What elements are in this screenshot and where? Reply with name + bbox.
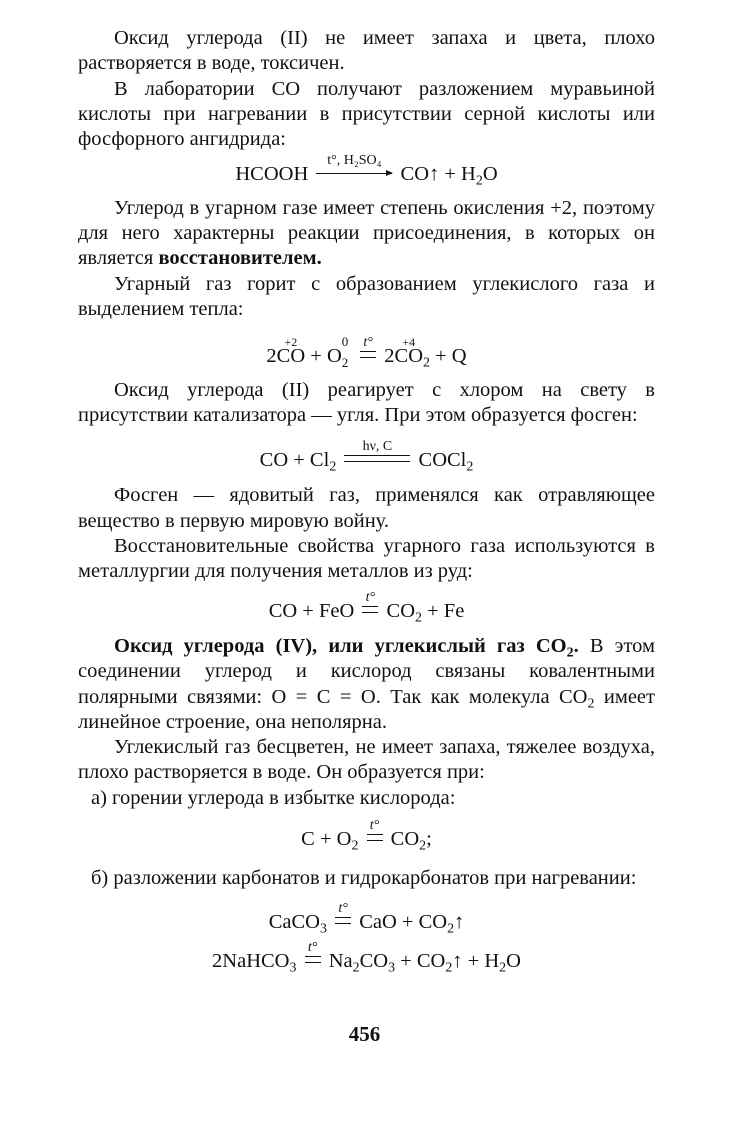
eq4-condition: t° [365,589,376,605]
equation-calcium-carbonate: CaCO$_3$ t° CaO + $CO_2↑$ [268,900,465,937]
term-reducer: восстановителем. [158,247,322,270]
page-body [78,26,655,974]
list-item-b: б) разложении карбонатов и гидрокарбонатов при нагревании: [91,867,637,890]
equation-formic-acid-decomposition [78,153,655,189]
eq1-condition: t°, H₂SO₄ [327,153,382,169]
eq1-arrow [316,153,392,187]
paragraph-co2-properties: Углекислый газ бесцветен, не имеет запаха, тяжелее воздуха, плохо растворяется в воде. Он образуется при: [78,736,655,784]
eq2-o2-zero: 0 2 [341,334,349,371]
eq1-left: HCOOH [235,163,309,186]
eq2-condition: t° [363,335,373,351]
eq2-equals [360,335,376,369]
paragraph-co-properties: Оксид углерода (II) не имеет запаха и цвета, плохо растворяется в воде, токсичен. [78,27,655,75]
equation-sodium-bicarbonate: 2NaHCO$_3$ t° $Na_2CO_3$ + $CO_2↑ + H_2O$ [212,939,521,976]
paragraph-co-chlorine: Оксид углерода (II) реагирует с хлором на свету в присутствии катализатора — угля. При этом образуется фосген: [78,378,655,426]
eq2-co2-oxidation: +4 CO [394,335,423,368]
equation-phosgene: CO + $Cl_2$ hν, C COCl$_2$ [259,439,474,475]
eq7-condition: t° [307,939,318,955]
eq3-condition: hν, C [362,439,393,455]
eq4-equals [362,589,378,624]
paragraph-co-combustion: Угарный газ горит с образованием углекислого газа и выделением тепла: [78,272,655,320]
heading-co2: Оксид углерода (IV), или углекислый газ $CO_2$. [114,634,579,661]
paragraph-co-laboratory: В лаборатории CO получают разложением муравьиной кислоты при нагревании в присутствии серной кислоты или фосфорного ангидрида: [78,77,655,151]
eq5-equals [367,818,383,852]
paragraph-metallurgy: Восстановительные свойства угарного газа используются в металлургии для получения металлов из руд: [78,535,655,583]
eq6-condition: t° [338,900,348,916]
equation-iron-reduction: CO + FeO t° $CO_2 + Fe$ [268,589,465,626]
eq5-condition: t° [369,818,380,834]
list-item-a: а) горении углерода в избытке кислорода: [91,786,456,809]
eq6-equals [335,900,351,935]
eq2-co-oxidation: +2 CO [276,335,306,368]
eq1-right: CO↑ + $H_2O$ [400,163,498,189]
equation-co-combustion: 2 +2 CO + O 0 2 t° 2 +4 $CO_2 + Q$ [266,334,467,371]
equation-carbon-combustion: $C + O_2$ t° $CO_2$; [301,818,432,854]
eq7-equals [305,939,321,974]
eq3-equals [344,439,410,473]
paragraph-phosgene: Фосген — ядовитый газ, применялся как отравляющее вещество в первую мировую войну. [78,484,655,532]
paragraph-co-oxidation-state: Углерод в угарном газе имеет степень окисления +2, поэтому для него характерны реакции присоединения, в которых он является восстановителем. [78,196,655,270]
page-number: 456 [348,1022,381,1046]
paragraph-co2-structure: Оксид углерода (IV), или углекислый газ $CO_2$. В этом соединении углерод и кислород связаны ковалентными полярными связями: O = C = O. Так как молекула $CO_2$ имеет линейное строение, она неполярна. [78,634,655,733]
